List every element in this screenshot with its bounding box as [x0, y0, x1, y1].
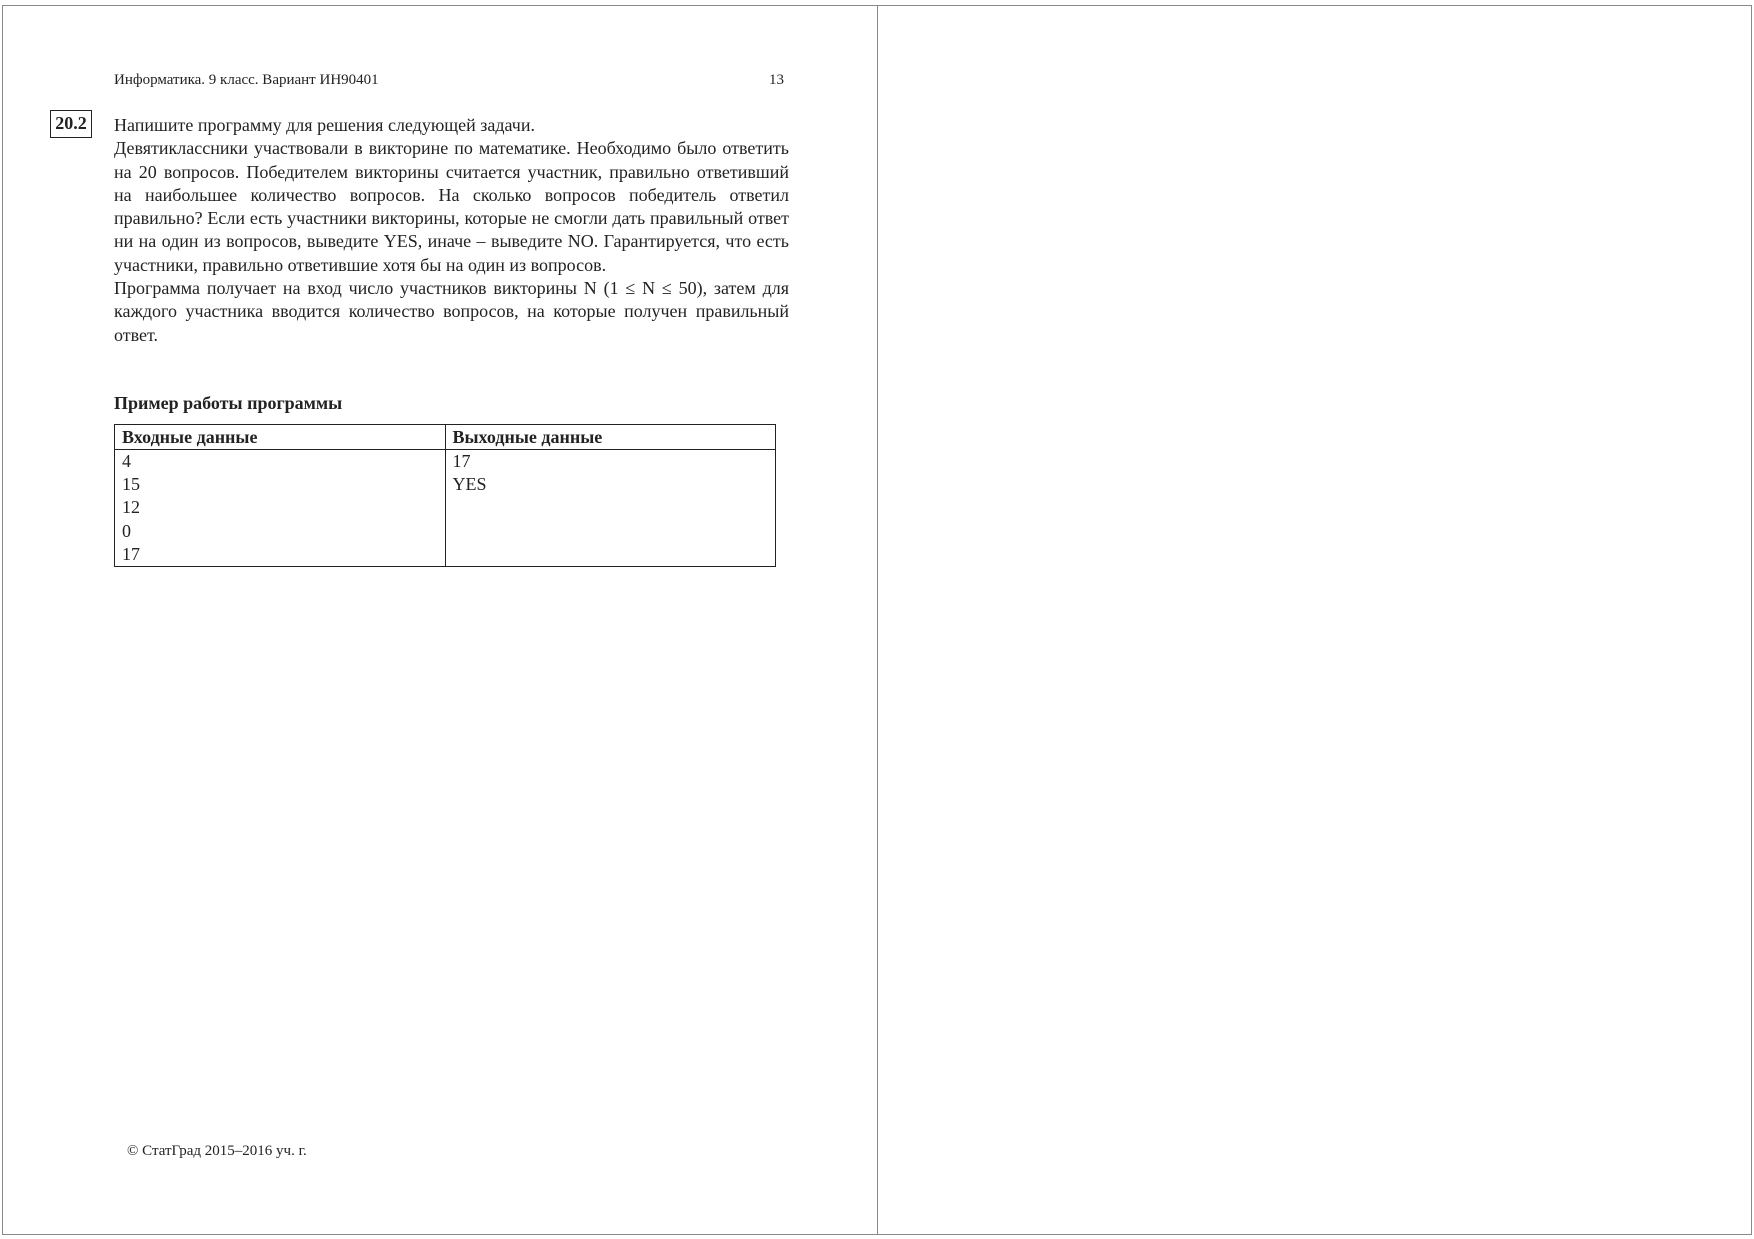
- input-data-cell: [115, 450, 446, 567]
- output-line: YES: [452, 474, 487, 495]
- output-data-cell: [445, 450, 776, 567]
- table-header-row: [115, 425, 776, 450]
- task-intro: Напишите программу для решения следующей задачи.: [114, 115, 535, 135]
- example-title: Пример работы программы: [114, 393, 343, 413]
- output-line: 17: [452, 451, 471, 471]
- input-line: 12: [122, 497, 140, 518]
- input-line: 15: [122, 474, 140, 495]
- page-header-title: Информатика. 9 класс. Вариант ИН90401: [114, 72, 379, 88]
- left-page: [2, 5, 878, 1235]
- task-statement: Девятиклассники участвовали в викторине по математике. Необходимо было ответить на 20 вопросов. Победителем викторины считается участник, правильно ответивший на наибольшее количество вопросов. На сколько вопросов победитель ответил правильно? Если есть участники викторины, которые не смогли дать правильный ответ ни на один из вопросов, выведите YES, иначе – выведите NO. Гарантируется, что есть участники, правильно ответившие хотя бы на один из вопросов.: [114, 138, 789, 275]
- task-input-description: Программа получает на вход число участников викторины N (1 ≤ N ≤ 50), затем для каждого участника вводится количество вопросов, на которые получен правильный ответ.: [114, 278, 789, 345]
- input-column-header: Входные данные: [115, 425, 446, 450]
- output-column-header: Выходные данные: [445, 425, 776, 450]
- input-line: 17: [122, 543, 140, 564]
- task-number-box: 20.2: [50, 110, 92, 138]
- right-page-blank: [877, 5, 1752, 1235]
- task-text: [114, 114, 789, 347]
- input-line: 4: [122, 451, 131, 471]
- input-line: 0: [122, 520, 131, 541]
- table-row: [115, 450, 776, 567]
- example-table: [114, 424, 776, 567]
- copyright-footer: © СтатГрад 2015–2016 уч. г.: [127, 1143, 307, 1159]
- page-number: 13: [769, 72, 784, 88]
